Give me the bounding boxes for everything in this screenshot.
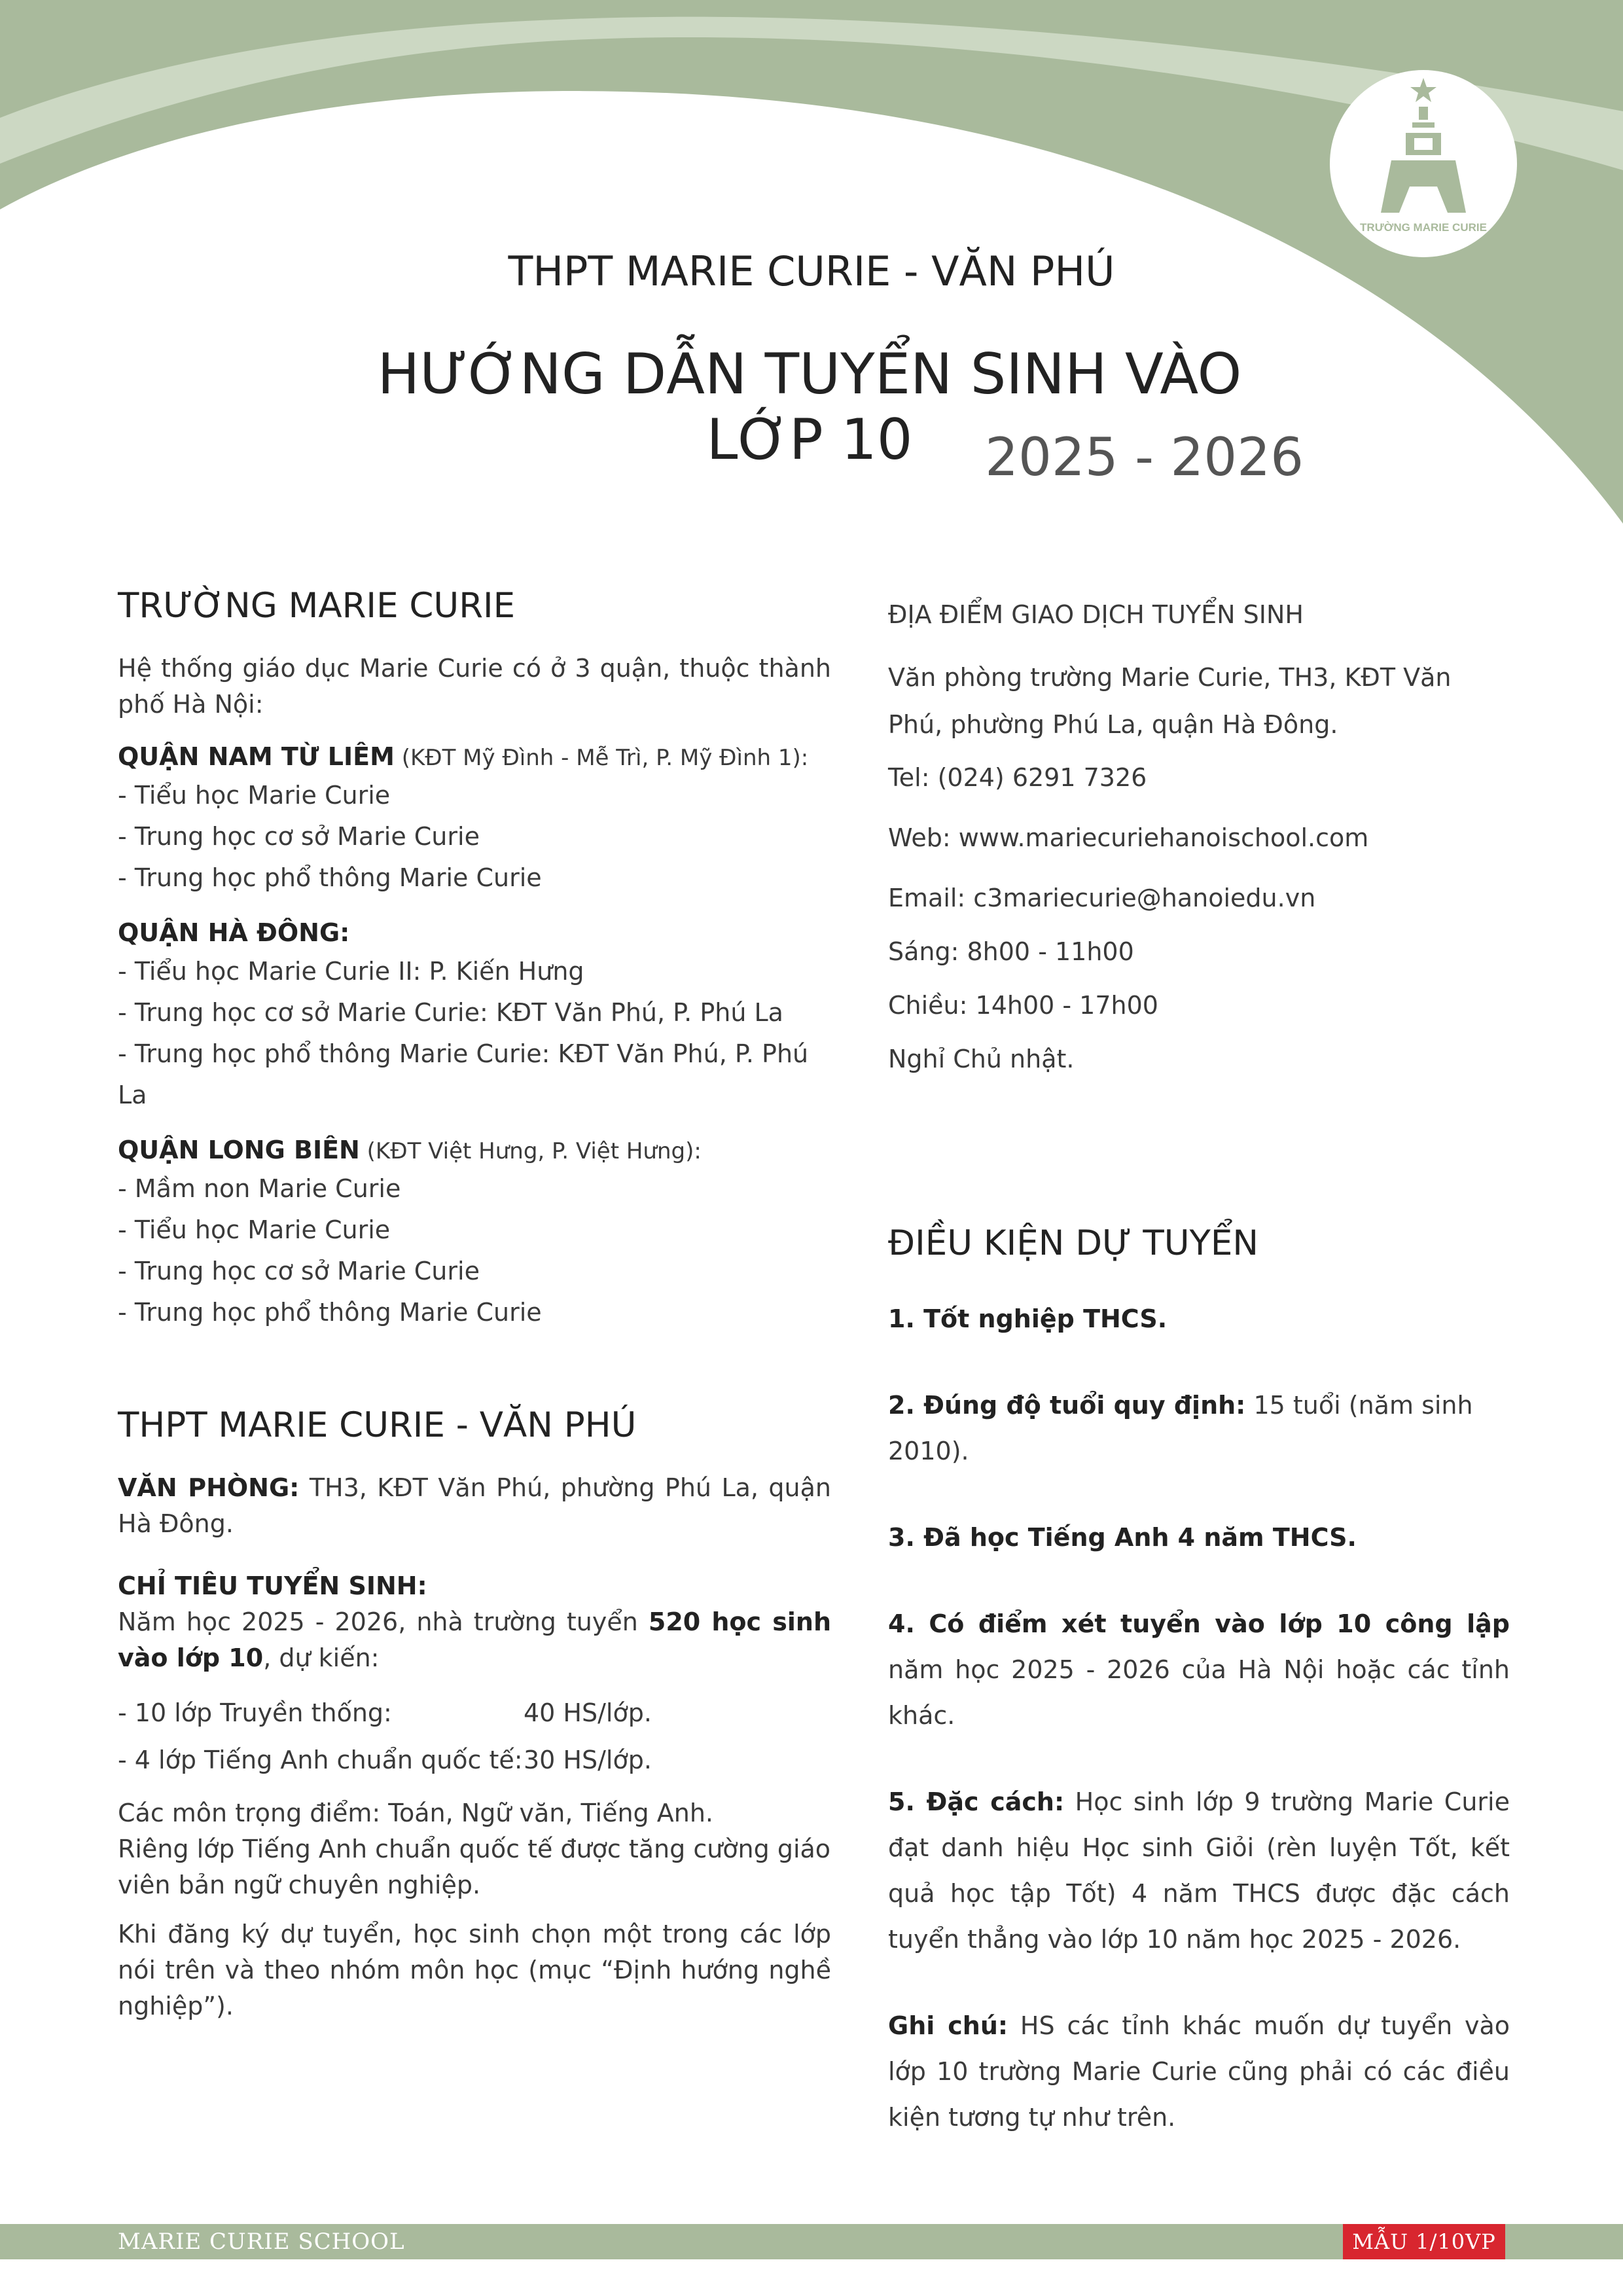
hours-morning: Sáng: 8h00 - 11h00 bbox=[888, 937, 1134, 966]
list-item: - Trung học cơ sở Marie Curie bbox=[118, 1257, 480, 1285]
contact-tel: Tel: (024) 6291 7326 bbox=[888, 763, 1147, 792]
district-list bbox=[118, 775, 831, 899]
right-column bbox=[888, 586, 1510, 2140]
condition-note: Ghi chú: HS các tỉnh khác muốn dự tuyển vào lớp 10 trường Marie Curie cũng phải có các điều kiện tương tự như trên. bbox=[888, 2011, 1510, 2132]
section-heading-marie-curie: TRƯỜNG MARIE CURIE bbox=[118, 586, 516, 626]
logo-caption: TRƯỜNG MARIE CURIE bbox=[1360, 221, 1487, 234]
quota-row-label: - 10 lớp Truyền thống: bbox=[118, 1698, 392, 1727]
list-item: - Mầm non Marie Curie bbox=[118, 1174, 401, 1203]
quota-text: Năm học 2025 - 2026, nhà trường tuyển 520 học sinh vào lớp 10, dự kiến: bbox=[118, 1607, 831, 1672]
contact-heading: ĐỊA ĐIỂM GIAO DỊCH TUYỂN SINH bbox=[888, 600, 1304, 629]
office-text: VĂN PHÒNG: TH3, KĐT Văn Phú, phường Phú La, quận Hà Đông. bbox=[118, 1473, 832, 1538]
contact-address: Văn phòng trường Marie Curie, TH3, KĐT Văn Phú, phường Phú La, quận Hà Đông. bbox=[888, 663, 1452, 739]
form-code: MẪU 1/10VP bbox=[1352, 2229, 1496, 2254]
list-item: - Trung học cơ sở Marie Curie: KĐT Văn Phú, P. Phú La bbox=[118, 998, 783, 1027]
condition-item: 5. Đặc cách: Học sinh lớp 9 trường Marie Curie đạt danh hiệu Học sinh Giỏi (rèn luyện Tốt, kết quả học tập Tốt) 4 năm THCS được đặc cách tuyển thẳng vào lớp 10 năm học 2025 - 2026. bbox=[888, 1787, 1510, 1954]
form-code-badge bbox=[1343, 2224, 1505, 2259]
school-logo bbox=[1329, 69, 1518, 259]
condition-item: 1. Tốt nghiệp THCS. bbox=[888, 1304, 1168, 1333]
list-item: - Tiểu học Marie Curie bbox=[118, 781, 391, 810]
quota-table bbox=[118, 1689, 831, 1784]
section-heading-van-phu: THPT MARIE CURIE - VĂN PHÚ bbox=[118, 1405, 637, 1445]
english-note: Riêng lớp Tiếng Anh chuẩn quốc tế được tăng cường giáo viên bản ngữ chuyên nghiệp. bbox=[118, 1835, 831, 1899]
condition-item: 2. Đúng độ tuổi quy định: 15 tuổi (năm sinh 2010). bbox=[888, 1391, 1473, 1465]
list-item: - Tiểu học Marie Curie bbox=[118, 1215, 391, 1244]
footer-school-name: MARIE CURIE SCHOOL bbox=[118, 2229, 405, 2255]
quota-row-value: 30 HS/lớp. bbox=[524, 1746, 652, 1774]
left-column bbox=[118, 586, 831, 2024]
quota-row bbox=[118, 1736, 831, 1784]
contact-web: Web: www.mariecuriehanoischool.com bbox=[888, 823, 1369, 852]
district-heading: QUẬN HÀ ĐÔNG: bbox=[118, 918, 350, 947]
district-list bbox=[118, 951, 831, 1116]
section-heading-conditions: ĐIỀU KIỆN DỰ TUYỂN bbox=[888, 1223, 1258, 1263]
list-item: - Trung học phổ thông Marie Curie: KĐT Văn Phú, P. Phú La bbox=[118, 1039, 809, 1109]
closed-note: Nghỉ Chủ nhật. bbox=[888, 1045, 1075, 1073]
list-item: - Trung học phổ thông Marie Curie bbox=[118, 1298, 542, 1327]
condition-item: 4. Có điểm xét tuyển vào lớp 10 công lập năm học 2025 - 2026 của Hà Nội hoặc các tỉnh khác. bbox=[888, 1609, 1510, 1730]
quota-row-value: 40 HS/lớp. bbox=[524, 1698, 652, 1727]
list-item: - Tiểu học Marie Curie II: P. Kiến Hưng bbox=[118, 957, 584, 986]
list-item: - Trung học phổ thông Marie Curie bbox=[118, 863, 542, 892]
intro-text: Hệ thống giáo dục Marie Curie có ở 3 quận, thuộc thành phố Hà Nội: bbox=[118, 654, 831, 719]
register-note: Khi đăng ký dự tuyển, học sinh chọn một trong các lớp nói trên và theo nhóm môn học (mục “Định hướng nghề nghiệp”). bbox=[118, 1920, 831, 2020]
district-list bbox=[118, 1168, 831, 1333]
district-heading: QUẬN NAM TỪ LIÊM (KĐT Mỹ Đình - Mễ Trì, P. Mỹ Đình 1): bbox=[118, 742, 809, 771]
quota-row bbox=[118, 1689, 831, 1736]
district-heading: QUẬN LONG BIÊN (KĐT Việt Hưng, P. Việt Hưng): bbox=[118, 1136, 702, 1164]
quota-label: CHỈ TIÊU TUYỂN SINH: bbox=[118, 1571, 427, 1600]
guide-title: HƯỚNG DẪN TUYỂN SINH VÀO LỚP 10 bbox=[377, 342, 1242, 473]
subjects-text: Các môn trọng điểm: Toán, Ngữ văn, Tiếng Anh. bbox=[118, 1799, 713, 1827]
quota-row-label: - 4 lớp Tiếng Anh chuẩn quốc tế: bbox=[118, 1746, 523, 1774]
hours-afternoon: Chiều: 14h00 - 17h00 bbox=[888, 991, 1158, 1020]
condition-item: 3. Đã học Tiếng Anh 4 năm THCS. bbox=[888, 1523, 1357, 1552]
contact-email: Email: c3mariecurie@hanoiedu.vn bbox=[888, 884, 1316, 912]
school-title: THPT MARIE CURIE - VĂN PHÚ bbox=[508, 247, 1115, 295]
list-item: - Trung học cơ sở Marie Curie bbox=[118, 822, 480, 851]
school-year: 2025 - 2026 bbox=[985, 427, 1304, 488]
